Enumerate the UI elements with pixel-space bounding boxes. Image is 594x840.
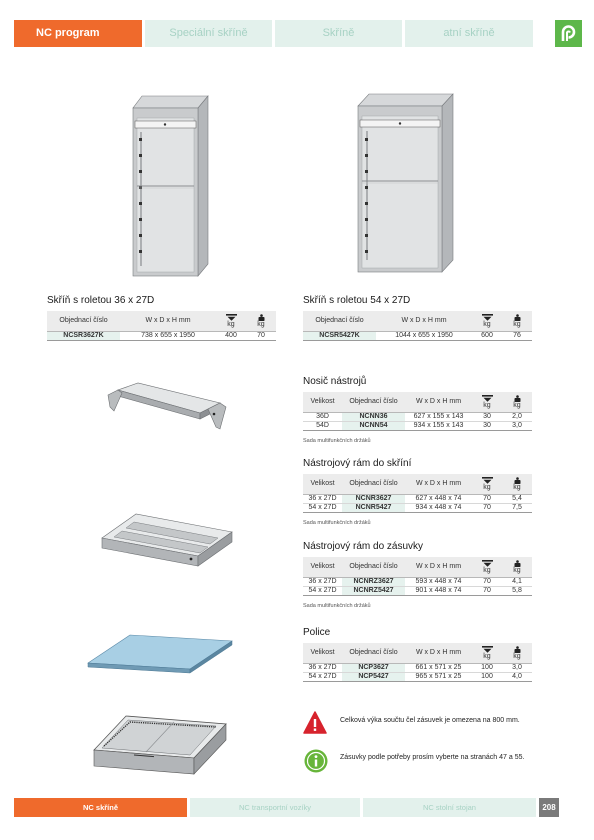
table-row xyxy=(303,412,532,421)
table-row xyxy=(303,503,532,512)
load-value: 400 xyxy=(216,331,246,340)
load-value: 30 xyxy=(483,413,491,420)
cabinet-36-title: Skříň s roletou 36 x 27D xyxy=(47,295,155,306)
brand-logo-icon xyxy=(555,20,582,47)
shelf-drawing xyxy=(86,629,236,677)
dimensions-value: 934 x 448 x 74 xyxy=(405,503,472,512)
load-unit: kg xyxy=(483,566,491,574)
col-size: Velikost xyxy=(303,643,342,663)
cabinet-frame-table xyxy=(303,474,532,513)
tab-specialni-skrine[interactable]: Speciální skříně xyxy=(145,20,272,47)
drawer-frame-title: Nástrojový rám do zásuvky xyxy=(303,541,424,552)
col-dimensions: W x D x H mm xyxy=(405,474,472,494)
size-value: 54 x 27D xyxy=(303,503,342,512)
col-weight xyxy=(246,311,276,331)
col-load xyxy=(472,474,502,494)
load-value: 100 xyxy=(472,672,502,681)
table-row xyxy=(303,586,532,595)
load-value: 70 xyxy=(472,586,502,595)
col-dimensions: W x D x H mm xyxy=(405,392,472,412)
order-code: NCP3627 xyxy=(342,663,405,672)
weight-unit: kg xyxy=(513,483,521,491)
weight-value: 5,8 xyxy=(502,586,532,595)
order-code: NCNRZ3627 xyxy=(342,577,405,586)
info-icon xyxy=(304,749,328,773)
weight-unit: kg xyxy=(257,320,265,328)
dimensions-value: 1044 x 655 x 1950 xyxy=(376,331,472,340)
cabinet-36-table xyxy=(47,311,276,341)
load-value: 70 xyxy=(483,578,491,585)
col-load xyxy=(216,311,246,331)
dimensions-value: 627 x 155 x 143 xyxy=(413,413,464,420)
load-capacity-icon xyxy=(482,646,493,653)
load-value: 100 xyxy=(481,664,493,671)
load-capacity-icon xyxy=(482,314,493,321)
footer-tab-nc-stolni-stojan[interactable]: NC stolní stojan xyxy=(363,798,536,817)
weight-icon xyxy=(514,646,521,653)
weight-icon xyxy=(514,477,521,484)
dimensions-value: 627 x 448 x 74 xyxy=(415,495,462,502)
load-value: 70 xyxy=(483,495,491,502)
size-value: 54 x 27D xyxy=(303,672,342,681)
dimensions-value: 593 x 448 x 74 xyxy=(415,578,462,585)
col-dimensions: W x D x H mm xyxy=(405,557,472,577)
tool-carrier-title: Nosič nástrojů xyxy=(303,376,367,387)
order-code: NCNN54 xyxy=(342,421,405,430)
load-capacity-icon xyxy=(226,314,237,321)
size-value: 36D xyxy=(316,413,329,420)
col-load xyxy=(472,392,502,412)
load-capacity-icon xyxy=(482,395,493,402)
roller-cabinet-54-drawing xyxy=(353,92,468,277)
col-dimensions: W x D x H mm xyxy=(405,643,472,663)
weight-icon xyxy=(514,395,521,402)
size-value: 36 x 27D xyxy=(308,495,337,502)
load-unit: kg xyxy=(483,483,491,491)
col-weight xyxy=(502,311,532,331)
weight-value: 3,0 xyxy=(502,421,532,430)
col-weight xyxy=(502,474,532,494)
cabinet-54-table xyxy=(303,311,532,341)
weight-icon xyxy=(514,560,521,567)
order-code: NCNRZ5427 xyxy=(342,586,405,595)
warning-text: Celková výka součtu čel zásuvek je omezena na 800 mm. xyxy=(340,717,520,724)
table-row xyxy=(303,421,532,430)
weight-value: 2,0 xyxy=(512,413,522,420)
order-code: NCSR5427K xyxy=(303,331,376,340)
drawer-frame-table xyxy=(303,557,532,596)
weight-icon xyxy=(514,314,521,321)
col-load xyxy=(472,311,502,331)
footer-navigation xyxy=(14,798,582,817)
table-row xyxy=(303,494,532,503)
load-capacity-icon xyxy=(482,560,493,567)
weight-unit: kg xyxy=(513,652,521,660)
col-dimensions: W x D x H mm xyxy=(376,311,472,331)
top-navigation xyxy=(14,20,582,47)
weight-value: 5,4 xyxy=(512,495,522,502)
footer-tab-nc-transportni-voziky[interactable]: NC transportní vozíky xyxy=(190,798,360,817)
col-load xyxy=(472,643,502,663)
order-code: NCNN36 xyxy=(342,412,405,421)
load-unit: kg xyxy=(483,401,491,409)
table-row xyxy=(303,663,532,672)
drawer-tool-frame-drawing xyxy=(90,710,230,778)
weight-value: 4,1 xyxy=(512,578,522,585)
weight-value: 3,0 xyxy=(512,664,522,671)
load-value: 30 xyxy=(472,421,502,430)
weight-value: 7,5 xyxy=(502,503,532,512)
cabinet-54-title: Skříň s roletou 54 x 27D xyxy=(303,295,411,306)
weight-unit: kg xyxy=(513,401,521,409)
order-code: NCSR3627K xyxy=(47,331,120,340)
weight-unit: kg xyxy=(513,320,521,328)
footer-tab-nc-skrine[interactable]: NC skříně xyxy=(14,798,187,817)
cabinet-frame-note: Sada multifunkčních držáků xyxy=(303,520,371,526)
table-row xyxy=(303,672,532,681)
warning-icon xyxy=(303,711,327,735)
col-size: Velikost xyxy=(303,557,342,577)
drawer-frame-note: Sada multifunkčních držáků xyxy=(303,603,371,609)
dimensions-value: 934 x 155 x 143 xyxy=(405,421,472,430)
weight-value: 4,0 xyxy=(502,672,532,681)
col-weight xyxy=(502,557,532,577)
weight-icon xyxy=(258,314,265,321)
load-unit: kg xyxy=(227,320,235,328)
weight-unit: kg xyxy=(513,566,521,574)
dimensions-value: 661 x 571 x 25 xyxy=(415,664,462,671)
size-value: 36 x 27D xyxy=(308,664,337,671)
col-weight xyxy=(502,643,532,663)
size-value: 54D xyxy=(303,421,342,430)
col-load xyxy=(472,557,502,577)
load-unit: kg xyxy=(483,320,491,328)
cabinet-tool-frame-drawing xyxy=(100,510,234,568)
col-size: Velikost xyxy=(303,392,342,412)
col-order-number: Objednací číslo xyxy=(303,311,376,331)
tab-skrine[interactable]: Skříně xyxy=(275,20,402,47)
cabinet-frame-title: Nástrojový rám do skříní xyxy=(303,458,412,469)
shelf-table xyxy=(303,643,532,682)
col-order-number: Objednací číslo xyxy=(342,557,405,577)
col-order-number: Objednací číslo xyxy=(47,311,120,331)
order-code: NCP5427 xyxy=(342,672,405,681)
shelf-title: Police xyxy=(303,627,331,638)
load-value: 600 xyxy=(472,331,502,340)
load-capacity-icon xyxy=(482,477,493,484)
weight-value: 76 xyxy=(502,331,532,340)
table-row xyxy=(47,331,276,340)
load-value: 70 xyxy=(472,503,502,512)
dimensions-value: 965 x 571 x 25 xyxy=(405,672,472,681)
table-row xyxy=(303,331,532,340)
roller-cabinet-36-drawing xyxy=(128,94,228,279)
col-size: Velikost xyxy=(303,474,342,494)
tool-carrier-drawing xyxy=(104,381,234,433)
dimensions-value: 738 x 655 x 1950 xyxy=(120,331,216,340)
tip-text: Zásuvky podle potřeby prosím vyberte na stranách 47 a 55. xyxy=(340,754,525,761)
page-number: 208 xyxy=(539,798,559,817)
col-order-number: Objednací číslo xyxy=(342,643,405,663)
col-order-number: Objednací číslo xyxy=(342,392,405,412)
tool-carrier-table xyxy=(303,392,532,431)
col-weight xyxy=(502,392,532,412)
order-code: NCNR5427 xyxy=(342,503,405,512)
tab-nc-program[interactable]: NC program xyxy=(14,20,142,47)
size-value: 54 x 27D xyxy=(303,586,342,595)
tab-atni-skrine[interactable]: atní skříně xyxy=(405,20,533,47)
load-unit: kg xyxy=(483,652,491,660)
tool-carrier-note: Sada multifunkčních držáků xyxy=(303,438,371,444)
col-dimensions: W x D x H mm xyxy=(120,311,216,331)
weight-value: 70 xyxy=(246,331,276,340)
col-order-number: Objednací číslo xyxy=(342,474,405,494)
table-row xyxy=(303,577,532,586)
dimensions-value: 901 x 448 x 74 xyxy=(405,586,472,595)
size-value: 36 x 27D xyxy=(308,578,337,585)
order-code: NCNR3627 xyxy=(342,494,405,503)
